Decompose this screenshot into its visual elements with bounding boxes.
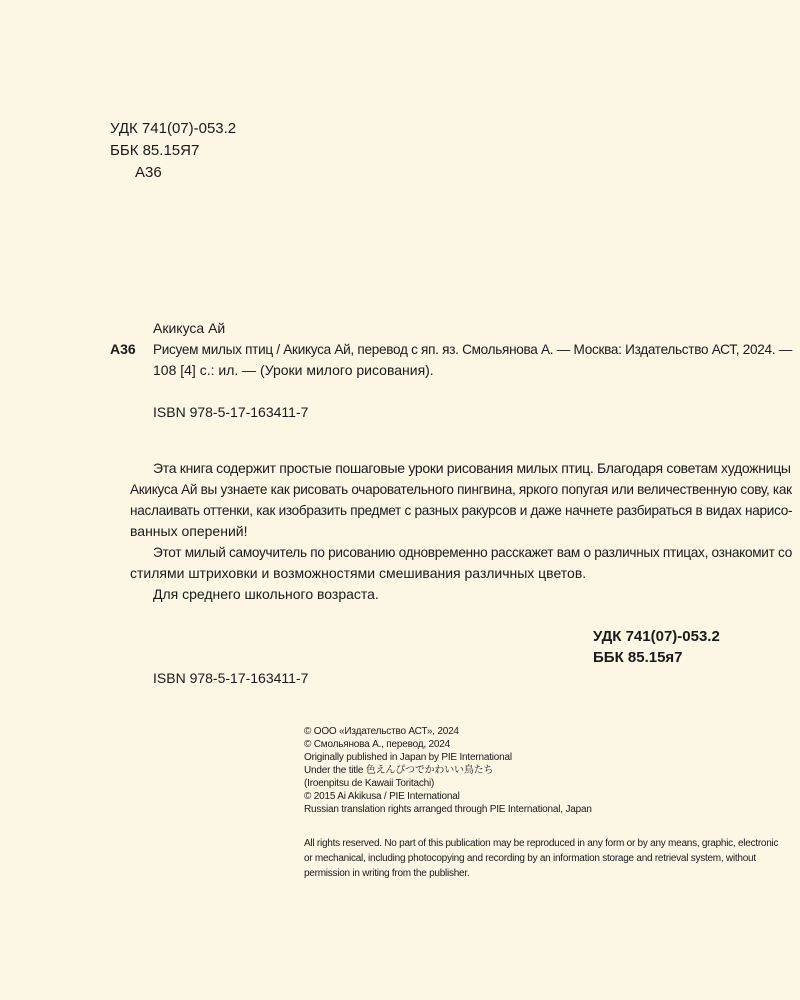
copyright-line-5: (Iroenpitsu de Kawaii Toritachi) — [304, 778, 435, 789]
udk-code-bottom: УДК 741(07)-053.2 — [593, 628, 720, 645]
copyright-line-6: © 2015 Ai Akikusa / PIE International — [304, 791, 460, 802]
copyright-line-7: Russian translation rights arranged through PIE International, Japan — [304, 804, 592, 815]
copyright-line-1: © ООО «Издательство АСТ», 2024 — [304, 726, 459, 737]
isbn-bottom: ISBN 978-5-17-163411-7 — [153, 670, 309, 686]
copyright-line-3: Originally published in Japan by PIE International — [304, 752, 512, 763]
description-line-1: Рисуем милых птиц / Акикуса Ай, перевод с яп. яз. Смольянова А. — Москва: Издательство АСТ, 2024. — — [153, 341, 792, 357]
annotation-p3: Для среднего школьного возраста. — [153, 586, 379, 602]
annotation-p1-line-3: наслаивать оттенки, как изобразить предмет с разных ракурсов и даже начнете разбираться в видах нарисо- — [130, 502, 793, 518]
rights-line-3: permission in writing from the publisher. — [304, 868, 470, 879]
annotation-p1-line-1: Эта книга содержит простые пошаговые уроки рисования милых птиц. Благодаря советам художницы — [153, 460, 791, 476]
description-line-2: 108 [4] с.: ил. — (Уроки милого рисования). — [153, 362, 434, 378]
rights-line-2: or mechanical, including photocopying and recording by an information storage and retrieval system, without — [304, 853, 756, 864]
isbn-top: ISBN 978-5-17-163411-7 — [153, 404, 309, 420]
copyright-line-4: Under the title 色えんぴつでかわいい鳥たち — [304, 765, 494, 776]
annotation-p2-line-1: Этот милый самоучитель по рисованию одновременно расскажет вам о различных птицах, ознакомит со — [153, 544, 793, 560]
copyright-line-2: © Смольянова А., перевод, 2024 — [304, 739, 450, 750]
bbk-code-bottom: ББК 85.15я7 — [593, 649, 683, 666]
author-name: Акикуса Ай — [153, 320, 226, 336]
annotation-p1-line-2: Акикуса Ай вы узнаете как рисовать очаровательного пингвина, яркого попугая или величественную сову, как — [130, 481, 792, 497]
author-mark: А36 — [135, 164, 162, 181]
annotation-p1-line-4: ванных оперений! — [130, 523, 248, 539]
udk-code: УДК 741(07)-053.2 — [110, 120, 237, 137]
author-mark-bold: А36 — [110, 341, 136, 357]
bbk-code: ББК 85.15Я7 — [110, 142, 200, 159]
annotation-p2-line-2: стилями штриховки и возможностями смешивания различных цветов. — [130, 565, 587, 581]
rights-line-1: All rights reserved. No part of this publication may be reproduced in any form or by any means, graphic, electronic — [304, 838, 779, 849]
